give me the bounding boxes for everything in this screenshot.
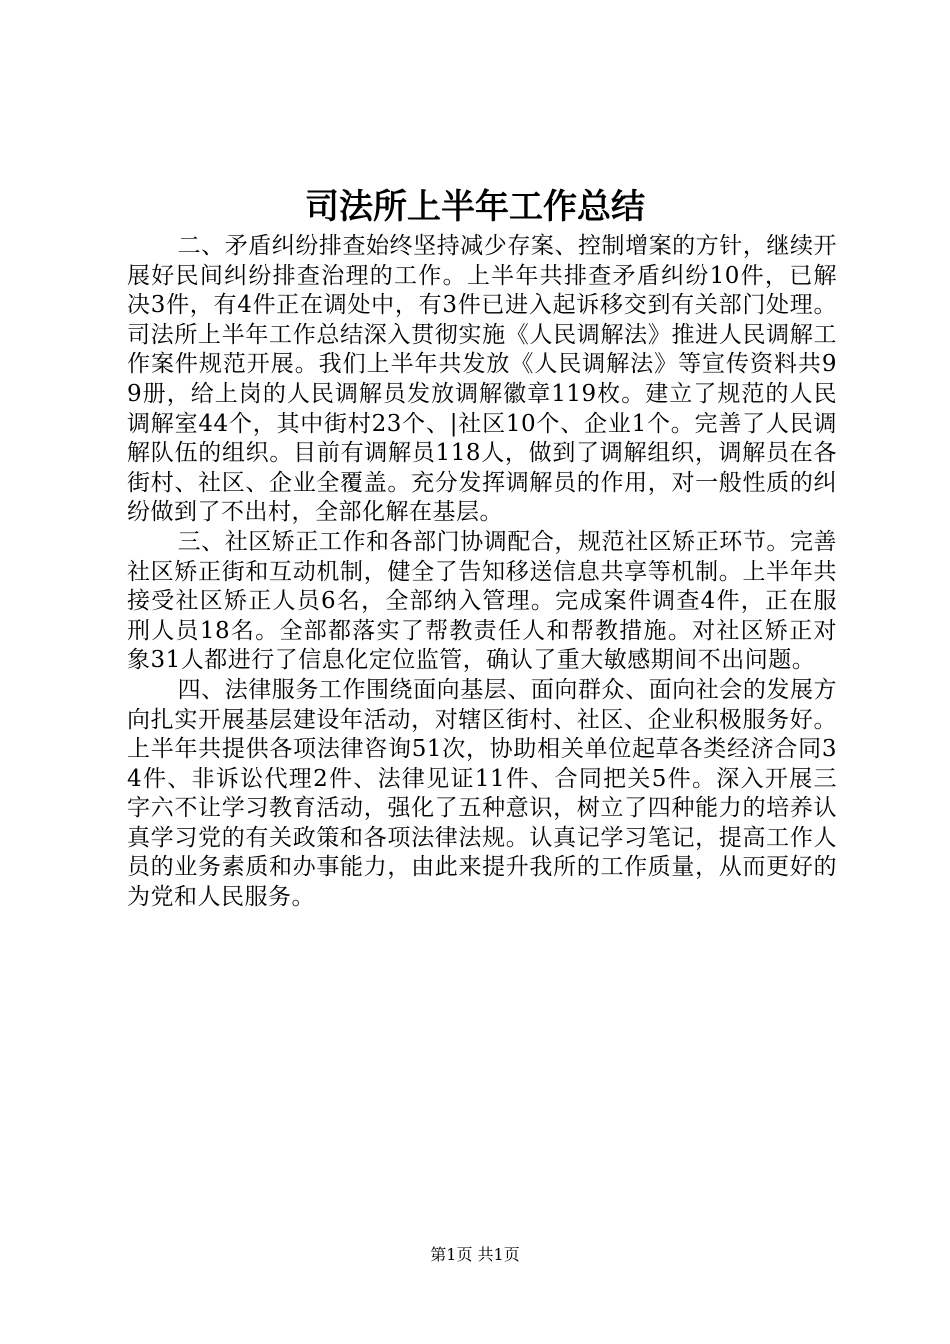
page-footer: 第1页 共1页 [430,1245,520,1264]
paragraph-community-correction: 三、社区矫正工作和各部门协调配合，规范社区矫正环节。完善社区矫正街和互动机制，健全了告知移送信息共享等机制。上半年共接受社区矫正人员6名，全部纳入管理。完成案件调查4件，正在服刑人员18名。全部都落实了帮教责任人和帮教措施。对社区矫正对象31人都进行了信息化定位监管，确认了重大敏感期间不出问题。 [127,528,837,674]
document-body [127,232,837,913]
document-title: 司法所上半年工作总结 [305,187,645,227]
paragraph-mediation: 二、矛盾纠纷排查始终坚持减少存案、控制增案的方针，继续开展好民间纠纷排查治理的工作。上半年共排查矛盾纠纷10件，已解决3件，有4件正在调处中，有3件已进入起诉移交到有关部门处理。司法所上半年工作总结深入贯彻实施《人民调解法》推进人民调解工作案件规范开展。我们上半年共发放《人民调解法》等宣传资料共99册，给上岗的人民调解员发放调解徽章119枚。建立了规范的人民调解室44个，其中街村23个、|社区10个、企业1个。完善了人民调解队伍的组织。目前有调解员118人，做到了调解组织，调解员在各街村、社区、企业全覆盖。充分发挥调解员的作用，对一般性质的纠纷做到了不出村，全部化解在基层。 [127,233,837,526]
paragraph-legal-services: 四、法律服务工作围绕面向基层、面向群众、面向社会的发展方向扎实开展基层建设年活动，对辖区街村、社区、企业积极服务好。上半年共提供各项法律咨询51次，协助相关单位起草各类经济合同34件、非诉讼代理2件、法律见证11件、合同把关5件。深入开展三字六不让学习教育活动，强化了五种意识，树立了四种能力的培养认真学习党的有关政策和各项法律法规。认真记学习笔记，提高工作人员的业务素质和办事能力，由此来提升我所的工作质量，从而更好的为党和人民服务。 [127,676,837,911]
